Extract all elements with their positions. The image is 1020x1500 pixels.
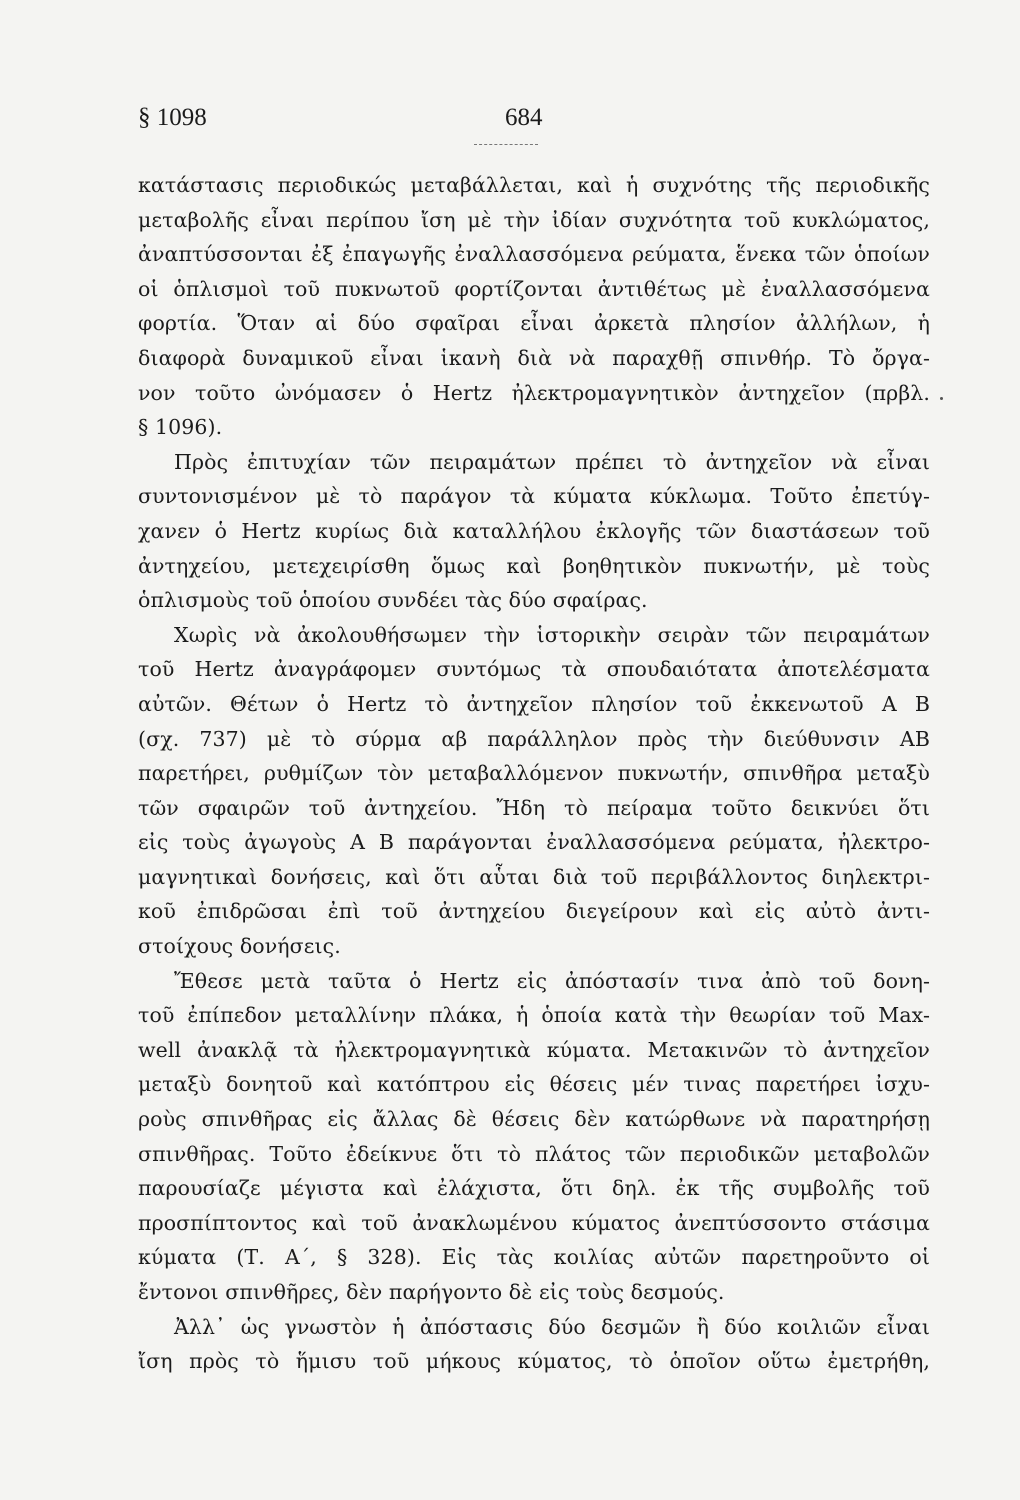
text-line: ροὺς σπινθῆρας εἰς ἄλλας δὲ θέσεις δὲν κατώρθωνε νὰ παρατηρήσῃ [138,1107,930,1132]
section-number: § 1098 [138,104,207,131]
text-line: Ἀλλ᾽ ὡς γνωστὸν ἡ ἀπόστασις δύο δεσμῶν ἢ δύο κοιλιῶν εἶναι [174,1314,930,1339]
margin-speck [940,397,943,400]
text-line: well ἀνακλᾷ τὰ ἠλεκτρομαγνητικὰ κύματα. Μετακινῶν τὸ ἀντηχεῖον [138,1037,930,1062]
text-line: § 1096). [138,415,223,440]
text-line: ἔντονοι σπινθῆρες, δὲν παρήγοντο δὲ εἰς τοὺς δεσμούς. [138,1280,725,1304]
page-number-underline [474,144,538,145]
text-line: Χωρὶς νὰ ἀκολουθήσωμεν τὴν ἱστορικὴν σειρὰν τῶν πειραμάτων [174,622,930,647]
text-line: σπινθῆρας. Τοῦτο ἐδείκνυε ὅτι τὸ πλάτος τῶν περιοδικῶν μεταβολῶν [138,1141,930,1166]
text-line: προσπίπτοντος καὶ τοῦ ἀνακλωμένου κύματος ἀνεπτύσσοντο στάσιμα [138,1210,930,1235]
text-line: χανεν ὁ Hertz κυρίως διὰ καταλλήλου ἐκλογῆς τῶν διαστάσεων τοῦ [138,518,930,543]
text-line: αὐτῶν. Θέτων ὁ Hertz τὸ ἀντηχεῖον πλησίον τοῦ ἐκκενωτοῦ Α Β [138,691,930,716]
text-line: κατάστασις περιοδικώς μεταβάλλεται, καὶ ἡ συχνότης τῆς περιοδικῆς [138,173,930,197]
text-line: τοῦ ἐπίπεδον μεταλλίνην πλάκα, ἡ ὁποία κατὰ τὴν θεωρίαν τοῦ Max- [138,1003,930,1028]
text-line: παρετήρει, ρυθμίζων τὸν μεταβαλλόμενον πυκνωτήν, σπινθῆρα μεταξὺ [138,761,930,786]
text-line: κοῦ ἐπιδρῶσαι ἐπὶ τοῦ ἀντηχείου διεγείρουν καὶ εἰς αὐτὸ ἀντι- [138,899,930,924]
text-line: συντονισμένον μὲ τὸ παράγον τὰ κύματα κύκλωμα. Τοῦτο ἐπετύγ- [138,484,930,509]
body-text [138,168,930,1379]
text-line: μεταβολῆς εἶναι περίπου ἴση μὲ τὴν ἰδίαν συχνότητα τοῦ κυκλώματος, [138,207,930,232]
text-line: Ἔθεσε μετὰ ταῦτα ὁ Hertz εἰς ἀπόστασίν τινα ἀπὸ τοῦ δονη- [174,968,930,993]
text-line: παρουσίαζε μέγιστα καὶ ἐλάχιστα, ὅτι δηλ. ἐκ τῆς συμβολῆς τοῦ [138,1176,930,1201]
text-line: τῶν σφαιρῶν τοῦ ἀντηχείου. Ἤδη τὸ πείραμα τοῦτο δεικνύει ὅτι [138,795,930,820]
text-line: (σχ. 737) μὲ τὸ σύρμα αβ παράλληλον πρὸς τὴν διεύθυνσιν ΑΒ [138,726,930,751]
text-line: ἀναπτύσσονται ἐξ ἐπαγωγῆς ἐναλλασσόμενα ρεύματα, ἕνεκα τῶν ὁποίων [138,242,930,267]
text-line: ὁπλισμοὺς τοῦ ὁποίου συνδέει τὰς δύο σφαίρας. [138,588,648,613]
text-line: στοίχους δονήσεις. [138,934,341,959]
text-line: οἱ ὁπλισμοὶ τοῦ πυκνωτοῦ φορτίζονται ἀντιθέτως μὲ ἐναλλασσόμενα [138,276,930,301]
text-line: κύματα (Τ. Α΄, § 328). Εἰς τὰς κοιλίας αὐτῶν παρετηροῦντο οἱ [138,1245,930,1270]
text-line: εἰς τοὺς ἀγωγοὺς Α Β παράγονται ἐναλλασσόμενα ρεύματα, ἠλεκτρο- [138,830,930,855]
page-header [138,104,928,144]
text-line: ἀντηχείου, μετεχειρίσθη ὅμως καὶ βοηθητικὸν πυκνωτήν, μὲ τοὺς [138,553,930,578]
page-number: 684 [505,104,543,131]
text-line: νον τοῦτο ὠνόμασεν ὁ Hertz ἠλεκτρομαγνητικὸν ἀντηχεῖον (πρβλ. [138,380,930,405]
text-line: φορτία. Ὅταν αἱ δύο σφαῖραι εἶναι ἀρκετὰ πλησίον ἀλλήλων, ἡ [138,311,930,336]
text-line: μαγνητικαὶ δονήσεις, καὶ ὅτι αὗται διὰ τοῦ περιβάλλοντος διηλεκτρι- [138,864,930,889]
text-line: διαφορὰ δυναμικοῦ εἶναι ἱκανὴ διὰ νὰ παραχθῇ σπινθήρ. Τὸ ὄργα- [138,345,930,370]
text-line: ἴση πρὸς τὸ ἥμισυ τοῦ μήκους κύματος, τὸ ὁποῖον οὕτω ἐμετρήθη, [138,1349,930,1374]
text-line: Πρὸς ἐπιτυχίαν τῶν πειραμάτων πρέπει τὸ ἀντηχεῖον νὰ εἶναι [174,449,930,474]
text-line: μεταξὺ δονητοῦ καὶ κατόπτρου εἰς θέσεις μέν τινας παρετήρει ἰσχυ- [138,1072,930,1097]
text-line: τοῦ Hertz ἀναγράφομεν συντόμως τὰ σπουδαιότατα ἀποτελέσματα [138,657,930,682]
